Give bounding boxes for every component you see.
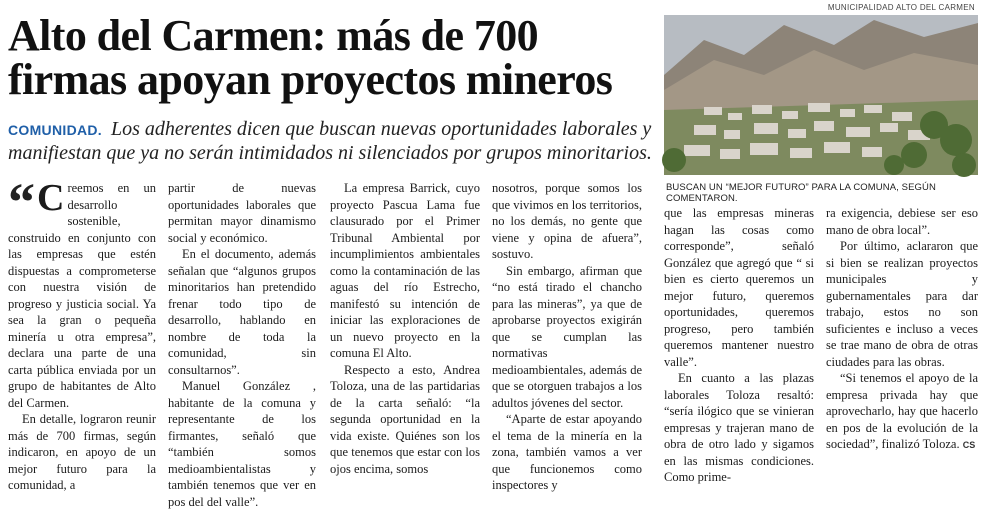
paragraph: Sin embargo, afirman que “no está tirado el chancho para las mineras”, ya que de aprobarse proyectos exigirán que se cumplan las normativas medioambientales, además de que se otorguen trabajos a los adultos jóvenes del sector. bbox=[492, 263, 642, 410]
paragraph: En detalle, lograron reunir más de 700 firmas, según indicaron, en apoyo de un mejor futuro para la comunidad, a bbox=[8, 412, 156, 492]
paragraph: reemos en un desarrollo sostenible, construido en conjunto con las empresas que estén dispuestas a comprometerse con nuestra visión de progreso y justicia social. Ya sea la gran o pequeña minería u otra empresa”, declara una parte de una carta pública enviada por un grupo de habitantes de Alto del Carmen. bbox=[8, 181, 156, 410]
end-mark: CS bbox=[962, 440, 976, 450]
paragraph: “Aparte de estar apoyando el tema de la minería en la zona, también vamos a ver que funcionemos como inspectores y bbox=[492, 412, 642, 492]
paragraph: que las empresas mineras hagan las cosas como corresponde”, señaló González que agregó que “ si bien es cierto queremos un mejor futuro, queremos oportunidades, queremos progreso, pero también queremos mantener nuestro valle”. bbox=[664, 206, 814, 369]
paragraph: nosotros, porque somos los que vivimos en los territorios, no los demás, no gente que viene y opina de afuera”, sostuvo. bbox=[492, 181, 642, 261]
paragraph: La empresa Barrick, cuyo proyecto Pascua Lama fue clausurado por el Primer Tribunal Ambiental por incumplimientos ambientales como la contaminación de las aguas del río Estrecho, manifestó su intención de iniciar las exploraciones de un nuevo proyecto en la comuna El Alto. bbox=[330, 181, 480, 360]
drop-cap: C bbox=[37, 177, 65, 219]
deck-text: Los adherentes dicen que buscan nuevas oportunidades laborales y manifiestan que ya no serán intimidados ni silenciados por grupos minoritarios. bbox=[8, 118, 652, 164]
paragraph: Manuel González , habitante de la comuna y representante de los firmantes, señaló que “también somos medioambientalistas y también tenemos que ver en pos del del valle”. bbox=[168, 379, 316, 509]
opening-quote-mark: “ bbox=[8, 172, 35, 232]
photo-caption: BUSCAN UN “MEJOR FUTURO” PARA LA COMUNA, SEGÚN COMENTARON. bbox=[666, 182, 936, 204]
paragraph: Respecto a esto, Andrea Toloza, una de las partidarias de la carta señaló: “la segunda oportunidad en la vida existe. Quiénes son los que tenemos que estar con los ojos encima, somos bbox=[330, 362, 480, 476]
paragraph: En cuanto a las plazas laborales Toloza resaltó: “sería ilógico que se vinieran empresas y trajeran mano de obra de otro lado y sigamos en las mismas condiciones. Como prime- bbox=[664, 371, 814, 484]
paragraph-text: “Si tenemos el apoyo de la empresa privada hay que aprovecharlo, hay que hacerlo en pos de la evolución de la sociedad”, finalizó Toloza. bbox=[826, 371, 978, 451]
section-kicker: COMUNIDAD. bbox=[8, 122, 102, 138]
article-column-5 bbox=[664, 205, 814, 484]
headline: Alto del Carmen: más de 700 firmas apoyan proyectos mineros bbox=[8, 11, 613, 104]
paragraph: partir de nuevas oportunidades laborales que permitan mayor dinamismo social y económico. bbox=[168, 181, 316, 245]
article-column-4 bbox=[492, 180, 642, 492]
paragraph: Por último, aclararon que si bien se realizan proyectos municipales y gubernamentales para dar trabajo, estos no son suficientes e incluso a veces se trae mano de obra de otras ciudades para las obras. bbox=[826, 239, 978, 369]
photo-credit: MUNICIPALIDAD ALTO DEL CARMEN bbox=[827, 3, 975, 12]
town-valley-photo bbox=[664, 15, 978, 175]
paragraph bbox=[826, 370, 978, 454]
article-column-1 bbox=[8, 172, 156, 492]
deck bbox=[8, 118, 658, 165]
article-column-2 bbox=[168, 180, 316, 509]
photo-illustration bbox=[664, 15, 978, 175]
article-column-3 bbox=[330, 180, 480, 476]
paragraph: En el documento, además señalan que “algunos grupos minoritarios han pretendido frenar todo tipo de desarrollo, hablando en nombre de toda la comunidad, sin consultarnos”. bbox=[168, 247, 316, 377]
article-column-6 bbox=[826, 205, 978, 451]
paragraph: ra exigencia, debiese ser eso mano de obra local”. bbox=[826, 206, 978, 237]
